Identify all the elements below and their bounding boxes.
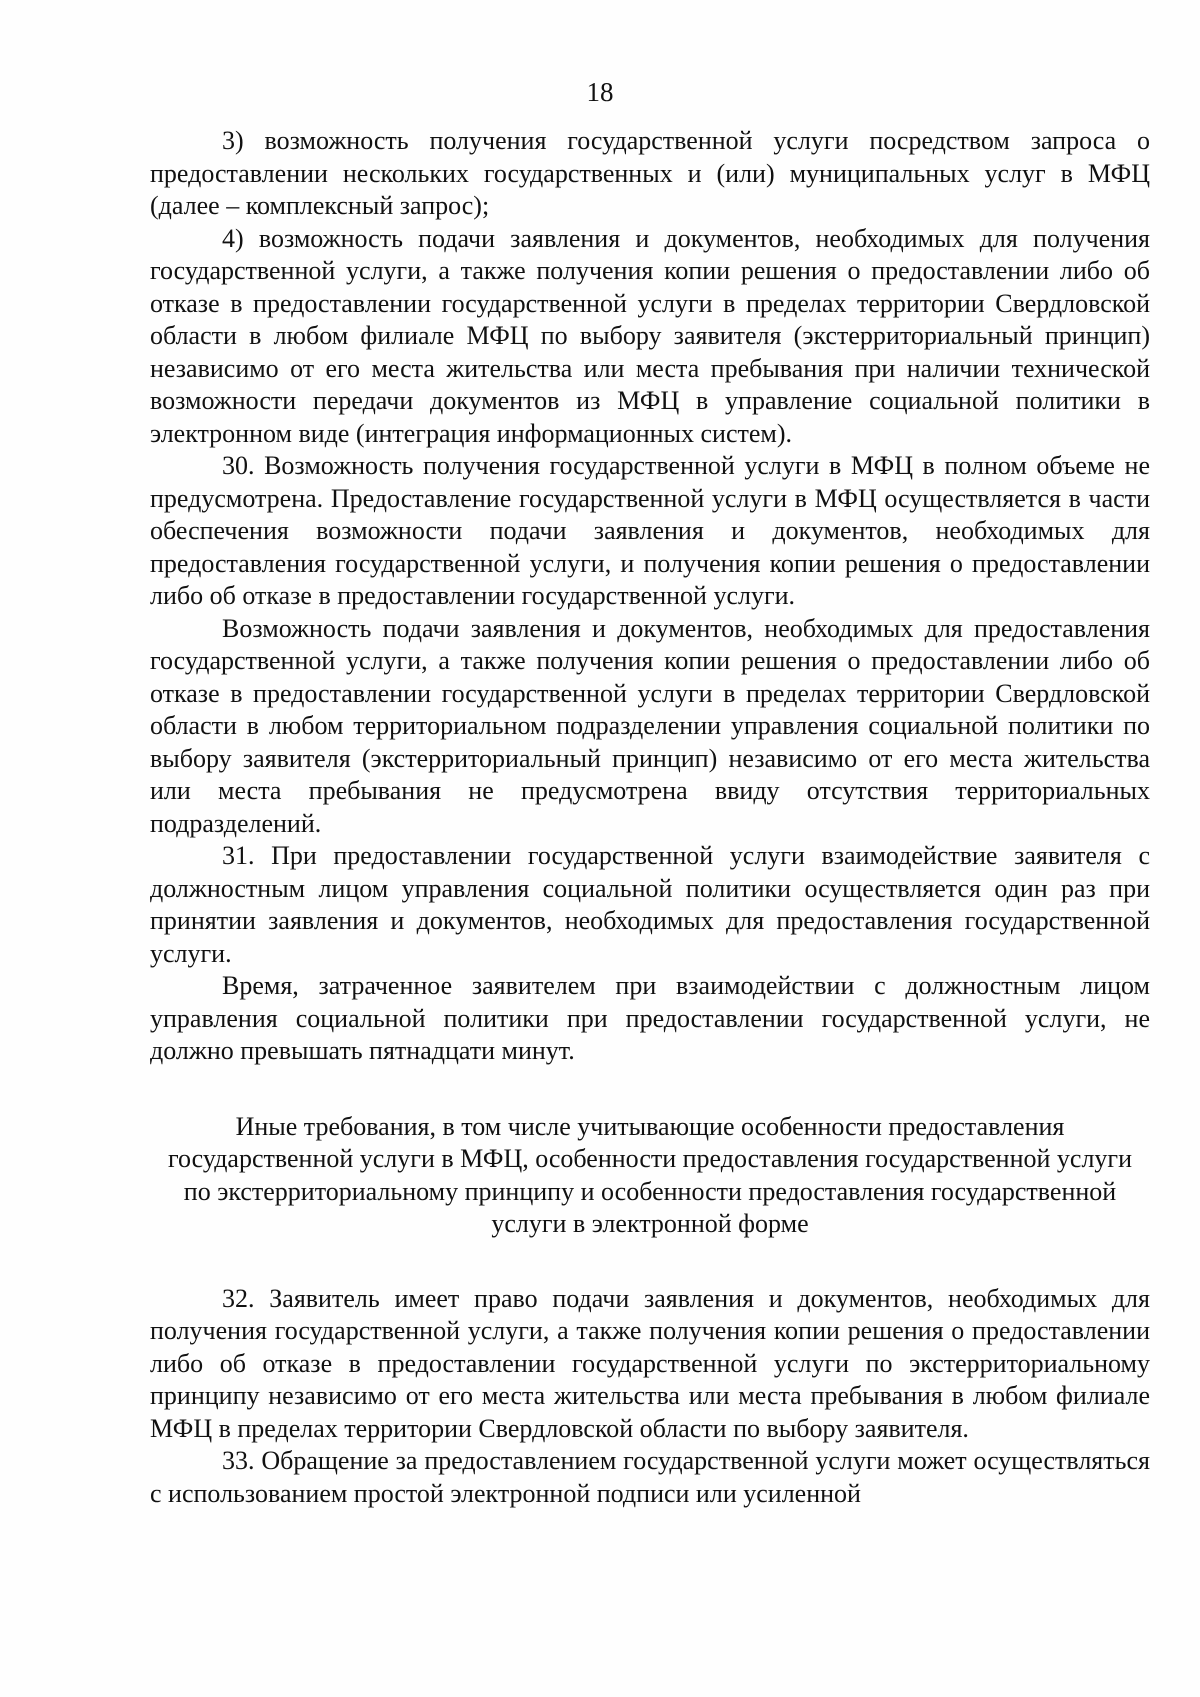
paragraph-30: 30. Возможность получения государственной услуги в МФЦ в полном объеме не предусмотрена. Предоставление государственной услуги в МФЦ осуществляется в части обеспечения возможности подачи заявления и документов, необходимых для предоставления государственной услуги, и получения копии решения о предоставлении либо об отказе в предоставлении государственной услуги. <box>150 451 1150 610</box>
paragraph-32: 32. Заявитель имеет право подачи заявления и документов, необходимых для получения государственной услуги, а также получения копии решения о предоставлении либо об отказе в предоставлении государственной услуги по экстерриториальному принципу независимо от его места жительства или места пребывания в любом филиале МФЦ в пределах территории Свердловской области по выбору заявителя. <box>150 1283 1150 1443</box>
document-body <box>150 125 1150 1510</box>
section-heading: Иные требования, в том числе учитывающие особенности предоставления государственной услуги в МФЦ, особенности предоставления государственной услуги по экстерриториальному принципу и особенности предоставления государственной услуги в электронной форме <box>167 1111 1133 1238</box>
paragraph-item-3: 3) возможность получения государственной услуги посредством запроса о предоставлении нескольких государственных и (или) муниципальных услуг в МФЦ (далее – комплексный запрос); <box>150 126 1150 220</box>
paragraph-31-continued: Время, затраченное заявителем при взаимодействии с должностным лицом управления социальной политики при предоставлении государственной услуги, не должно превышать пятнадцати минут. <box>150 971 1150 1065</box>
paragraph-item-4: 4) возможность подачи заявления и документов, необходимых для получения государственной услуги, а также получения копии решения о предоставлении либо об отказе в предоставлении государственной услуги в пределах территории Свердловской области в любом филиале МФЦ по выбору заявителя (экстерриториальный принцип) независимо от его места жительства или места пребывания при наличии технической возможности передачи документов из МФЦ в управление социальной политики в электронном виде (интеграция информационных систем). <box>150 223 1150 448</box>
paragraph-33: 33. Обращение за предоставлением государственной услуги может осуществляться с использованием простой электронной подписи или усиленной <box>150 1446 1150 1508</box>
paragraph-31: 31. При предоставлении государственной услуги взаимодействие заявителя с должностным лицом управления социальной политики осуществляется один раз при принятии заявления и документов, необходимых для предоставления государственной услуги. <box>150 841 1150 968</box>
paragraph-30-continued: Возможность подачи заявления и документов, необходимых для предоставления государственной услуги, а также получения копии решения о предоставлении либо об отказе в предоставлении государственной услуги в пределах территории Свердловской области в любом территориальном подразделении управления социальной политики по выбору заявителя (экстерриториальный принцип) независимо от его места жительства или места пребывания не предусмотрена ввиду отсутствия территориальных подразделений. <box>150 613 1150 838</box>
page-number: 18 <box>586 77 614 107</box>
